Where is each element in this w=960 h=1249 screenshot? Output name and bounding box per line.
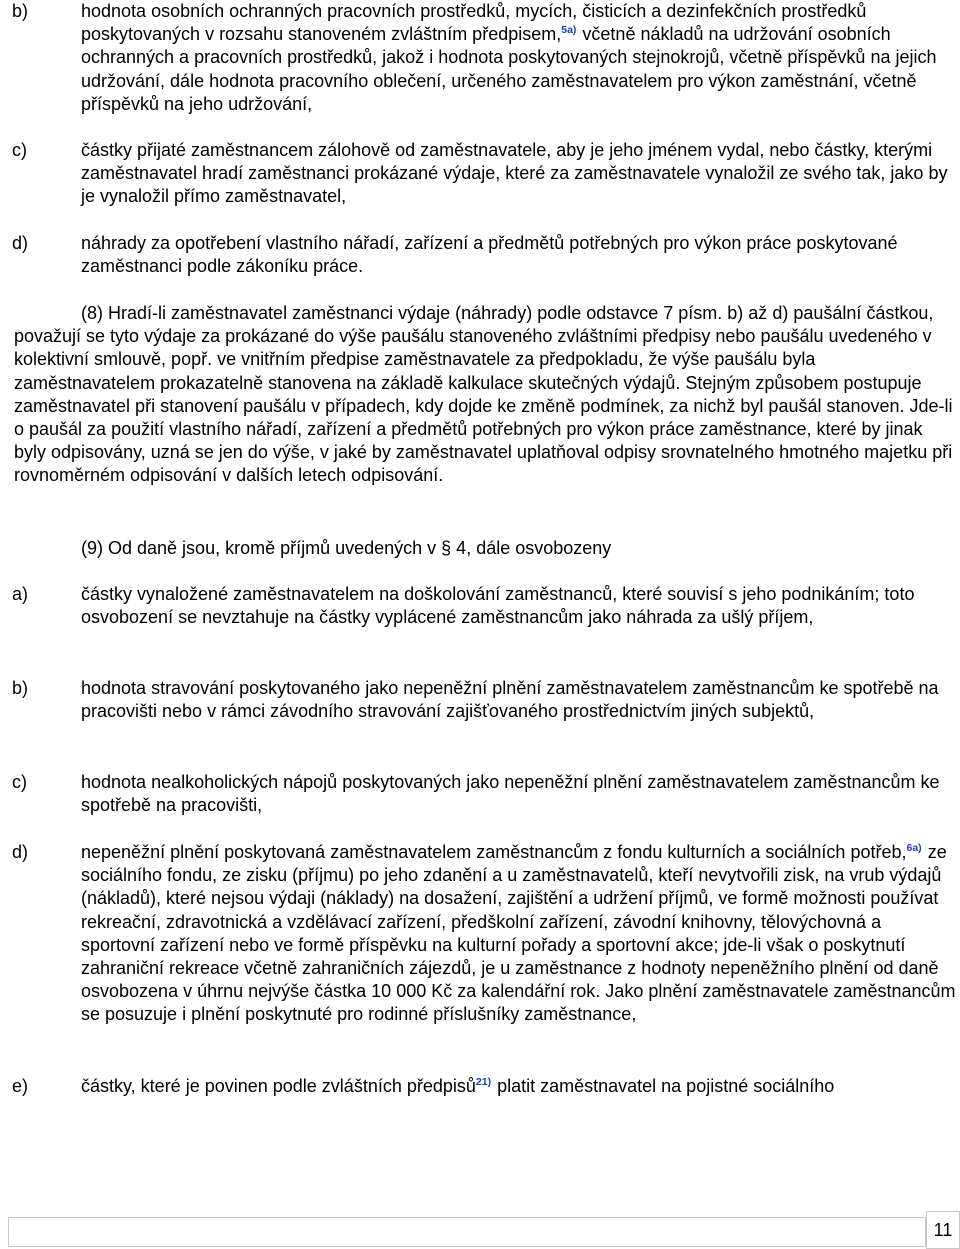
- footnote-reference[interactable]: 6a): [906, 842, 922, 854]
- paragraph-9: (9) Od daně jsou, kromě příjmů uvedených v § 4, dále osvobozeny: [81, 538, 612, 558]
- item-text: hodnota osobních ochranných pracovních prostředků, mycích, čisticích a dezinfekčních prostředků poskytovaných v rozsahu stanoveném zvláštním předpisem,$^{5a)}$ včetně nákladů na udržování osobních ochranných a pracovních prostředků, jakož i hodnota poskytovaných stejnokrojů, včetně příspěvků na jejich udržování, dále hodnota pracovního oblečení, určeného zaměstnavatelem pro výkon zaměstnání, včetně příspěvků na jeho udržování,: [81, 1, 937, 114]
- footnote-reference[interactable]: 5a): [561, 24, 577, 37]
- item-text: hodnota stravování poskytovaného jako nepeněžní plnění zaměstnavatelem zaměstnancům ke spotřebě na pracovišti nebo v rámci závodního stravování zajišťovaného prostřednictvím jiných subjektů,: [81, 678, 939, 722]
- item-letter: b): [12, 678, 29, 698]
- item-text: částky, které je povinen podle zvláštních předpisů$^{21)}$ platit zaměstnavatel na pojistné sociálního: [81, 1076, 835, 1096]
- item-letter: c): [12, 772, 27, 792]
- item-letter: d): [12, 233, 29, 253]
- item-text: hodnota nealkoholických nápojů poskytovaných jako nepeněžní plnění zaměstnavatelem zaměstnancům ke spotřebě na pracovišti,: [81, 772, 940, 816]
- item-letter: c): [12, 140, 27, 160]
- item-letter: d): [12, 842, 29, 862]
- item-letter: e): [12, 1076, 29, 1096]
- page-number: 11: [926, 1211, 960, 1249]
- item-text: náhrady za opotřebení vlastního nářadí, zařízení a předmětů potřebných pro výkon práce poskytované zaměstnanci podle zákoníku práce.: [81, 233, 898, 277]
- item-letter: b): [12, 1, 29, 21]
- footnote-reference[interactable]: 21): [475, 1076, 492, 1088]
- item-text: částky vynaložené zaměstnavatelem na doškolování zaměstnanců, které souvisí s jeho podnikáním; toto osvobození se nevztahuje na částky vyplácené zaměstnancům jako náhrada za ušlý příjem,: [81, 584, 915, 628]
- item-letter: a): [12, 584, 29, 604]
- paragraph-8: (8) Hradí-li zaměstnavatel zaměstnanci výdaje (náhrady) podle odstavce 7 písm. b) až d) paušální částkou, považují se tyto výdaje za prokázané do výše paušálu stanoveného zvláštními předpisy nebo paušálu uvedeného v kolektivní smlouvě, popř. ve vnitřním předpise zaměstnavatele za předpokladu, že výše paušálu byla zaměstnavatelem prokazatelně stanovena na základě kalkulace skutečných výdajů. Stejným způsobem postupuje zaměstnavatel při stanovení paušálu v případech, kdy dojde ke změně podmínek, za nichž byl paušál stanoven. Jde-li o paušál za použití vlastního nářadí, zařízení a předmětů potřebných pro výkon práce zaměstnance, které by jinak byly odpisovány, uzná se jen do výše, v jaké by zaměstnavatel uplatňoval odpisy srovnatelného hmotného majetku při rovnoměrném odpisování v dalších letech odpisování.: [14, 303, 953, 486]
- footer-bar: [8, 1217, 926, 1247]
- item-text: částky přijaté zaměstnancem zálohově od zaměstnavatele, aby je jeho jménem vydal, nebo částky, kterými zaměstnavatel hradí zaměstnanci prokázané výdaje, které za zaměstnavatele vynaložil ze svého tak, jako by je vynaložil přímo zaměstnavatel,: [81, 140, 948, 207]
- item-text: nepeněžní plnění poskytovaná zaměstnavatelem zaměstnancům z fondu kulturních a sociálních potřeb,$^{6a)}$ ze sociálního fondu, ze zisku (příjmu) po jeho zdanění a u zaměstnavatelů, kteří nevytvořili zisk, na vrub výdajů (nákladů), které nejsou výdaji (náklady) na dosažení, zajištění a udržení příjmů, ve formě možnosti používat rekreační, zdravotnická a vzdělávací zařízení, předškolní zařízení, závodní knihovny, tělovýchovná a sportovní zařízení nebo ve formě příspěvku na kulturní pořady a sportovní akce; jde-li však o poskytnutí zahraniční rekreace včetně zahraničních zájezdů, je u zaměstnance z hodnoty nepeněžního plnění od daně osvobozena v úhrnu nejvýše částka 10 000 Kč za kalendářní rok. Jako plnění zaměstnavatele zaměstnancům se posuzuje i plnění poskytnuté pro rodinné příslušníky zaměstnance,: [81, 842, 956, 1025]
